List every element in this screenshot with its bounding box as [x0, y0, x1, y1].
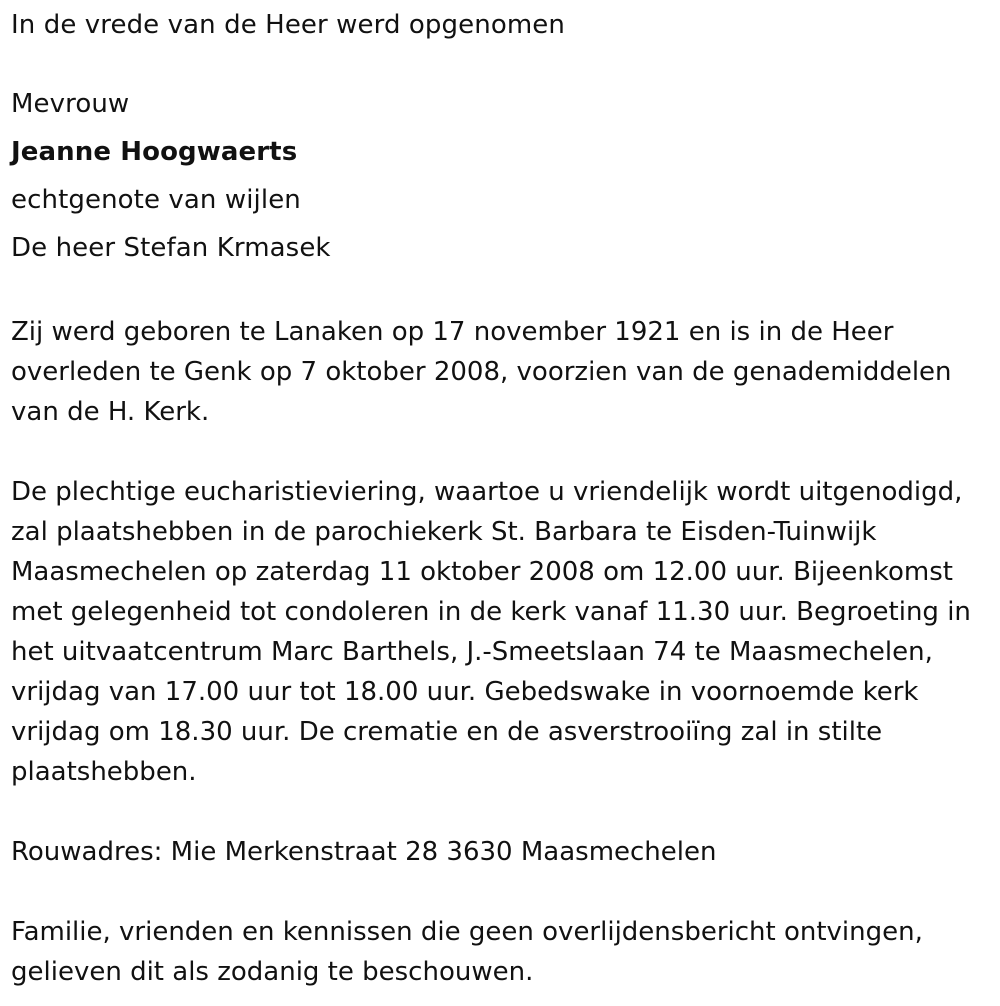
paragraph-line: het uitvaatcentrum Marc Barthels, J.-Smeetslaan 74 te Maasmechelen,: [11, 637, 933, 667]
paragraph-line: De plechtige eucharistieviering, waartoe u vriendelijk wordt uitgenodigd,: [11, 477, 963, 507]
obituary-notice: [11, 0, 993, 992]
paragraph-line: Zij werd geboren te Lanaken op 17 november 1921 en is in de Heer: [11, 317, 894, 347]
paragraph-line: met gelegenheid tot condoleren in de kerk vanaf 11.30 uur. Begroeting in: [11, 597, 971, 627]
paragraph-line: zal plaatshebben in de parochiekerk St. Barbara te Eisden-Tuinwijk: [11, 517, 877, 547]
relation-line: echtgenote van wijlen: [11, 185, 301, 215]
paragraph-line: overleden te Genk op 7 oktober 2008, voorzien van de genademiddelen: [11, 357, 952, 387]
paragraph-line: vrijdag van 17.00 uur tot 18.00 uur. Gebedswake in voornoemde kerk: [11, 677, 919, 707]
spouse-name: De heer Stefan Krmasek: [11, 233, 331, 263]
honorific: Mevrouw: [11, 89, 130, 119]
closing-paragraph: [11, 912, 993, 992]
paragraph-line: plaatshebben.: [11, 757, 197, 787]
ceremony-paragraph: [11, 472, 993, 792]
paragraph-line: van de H. Kerk.: [11, 397, 210, 427]
paragraph-line: Maasmechelen op zaterdag 11 oktober 2008 om 12.00 uur. Bijeenkomst: [11, 557, 953, 587]
address-line: Rouwadres: Mie Merkenstraat 28 3630 Maasmechelen: [11, 837, 717, 867]
paragraph-line: Familie, vrienden en kennissen die geen overlijdensbericht ontvingen,: [11, 917, 923, 947]
deceased-name: Jeanne Hoogwaerts: [11, 137, 298, 167]
paragraph-line: gelieven dit als zodanig te beschouwen.: [11, 957, 534, 987]
paragraph-line: vrijdag om 18.30 uur. De crematie en de asverstrooiïng zal in stilte: [11, 717, 883, 747]
birth-death-paragraph: [11, 312, 993, 432]
mourning-address: [11, 832, 993, 872]
intro-line: In de vrede van de Heer werd opgenomen: [11, 10, 565, 40]
